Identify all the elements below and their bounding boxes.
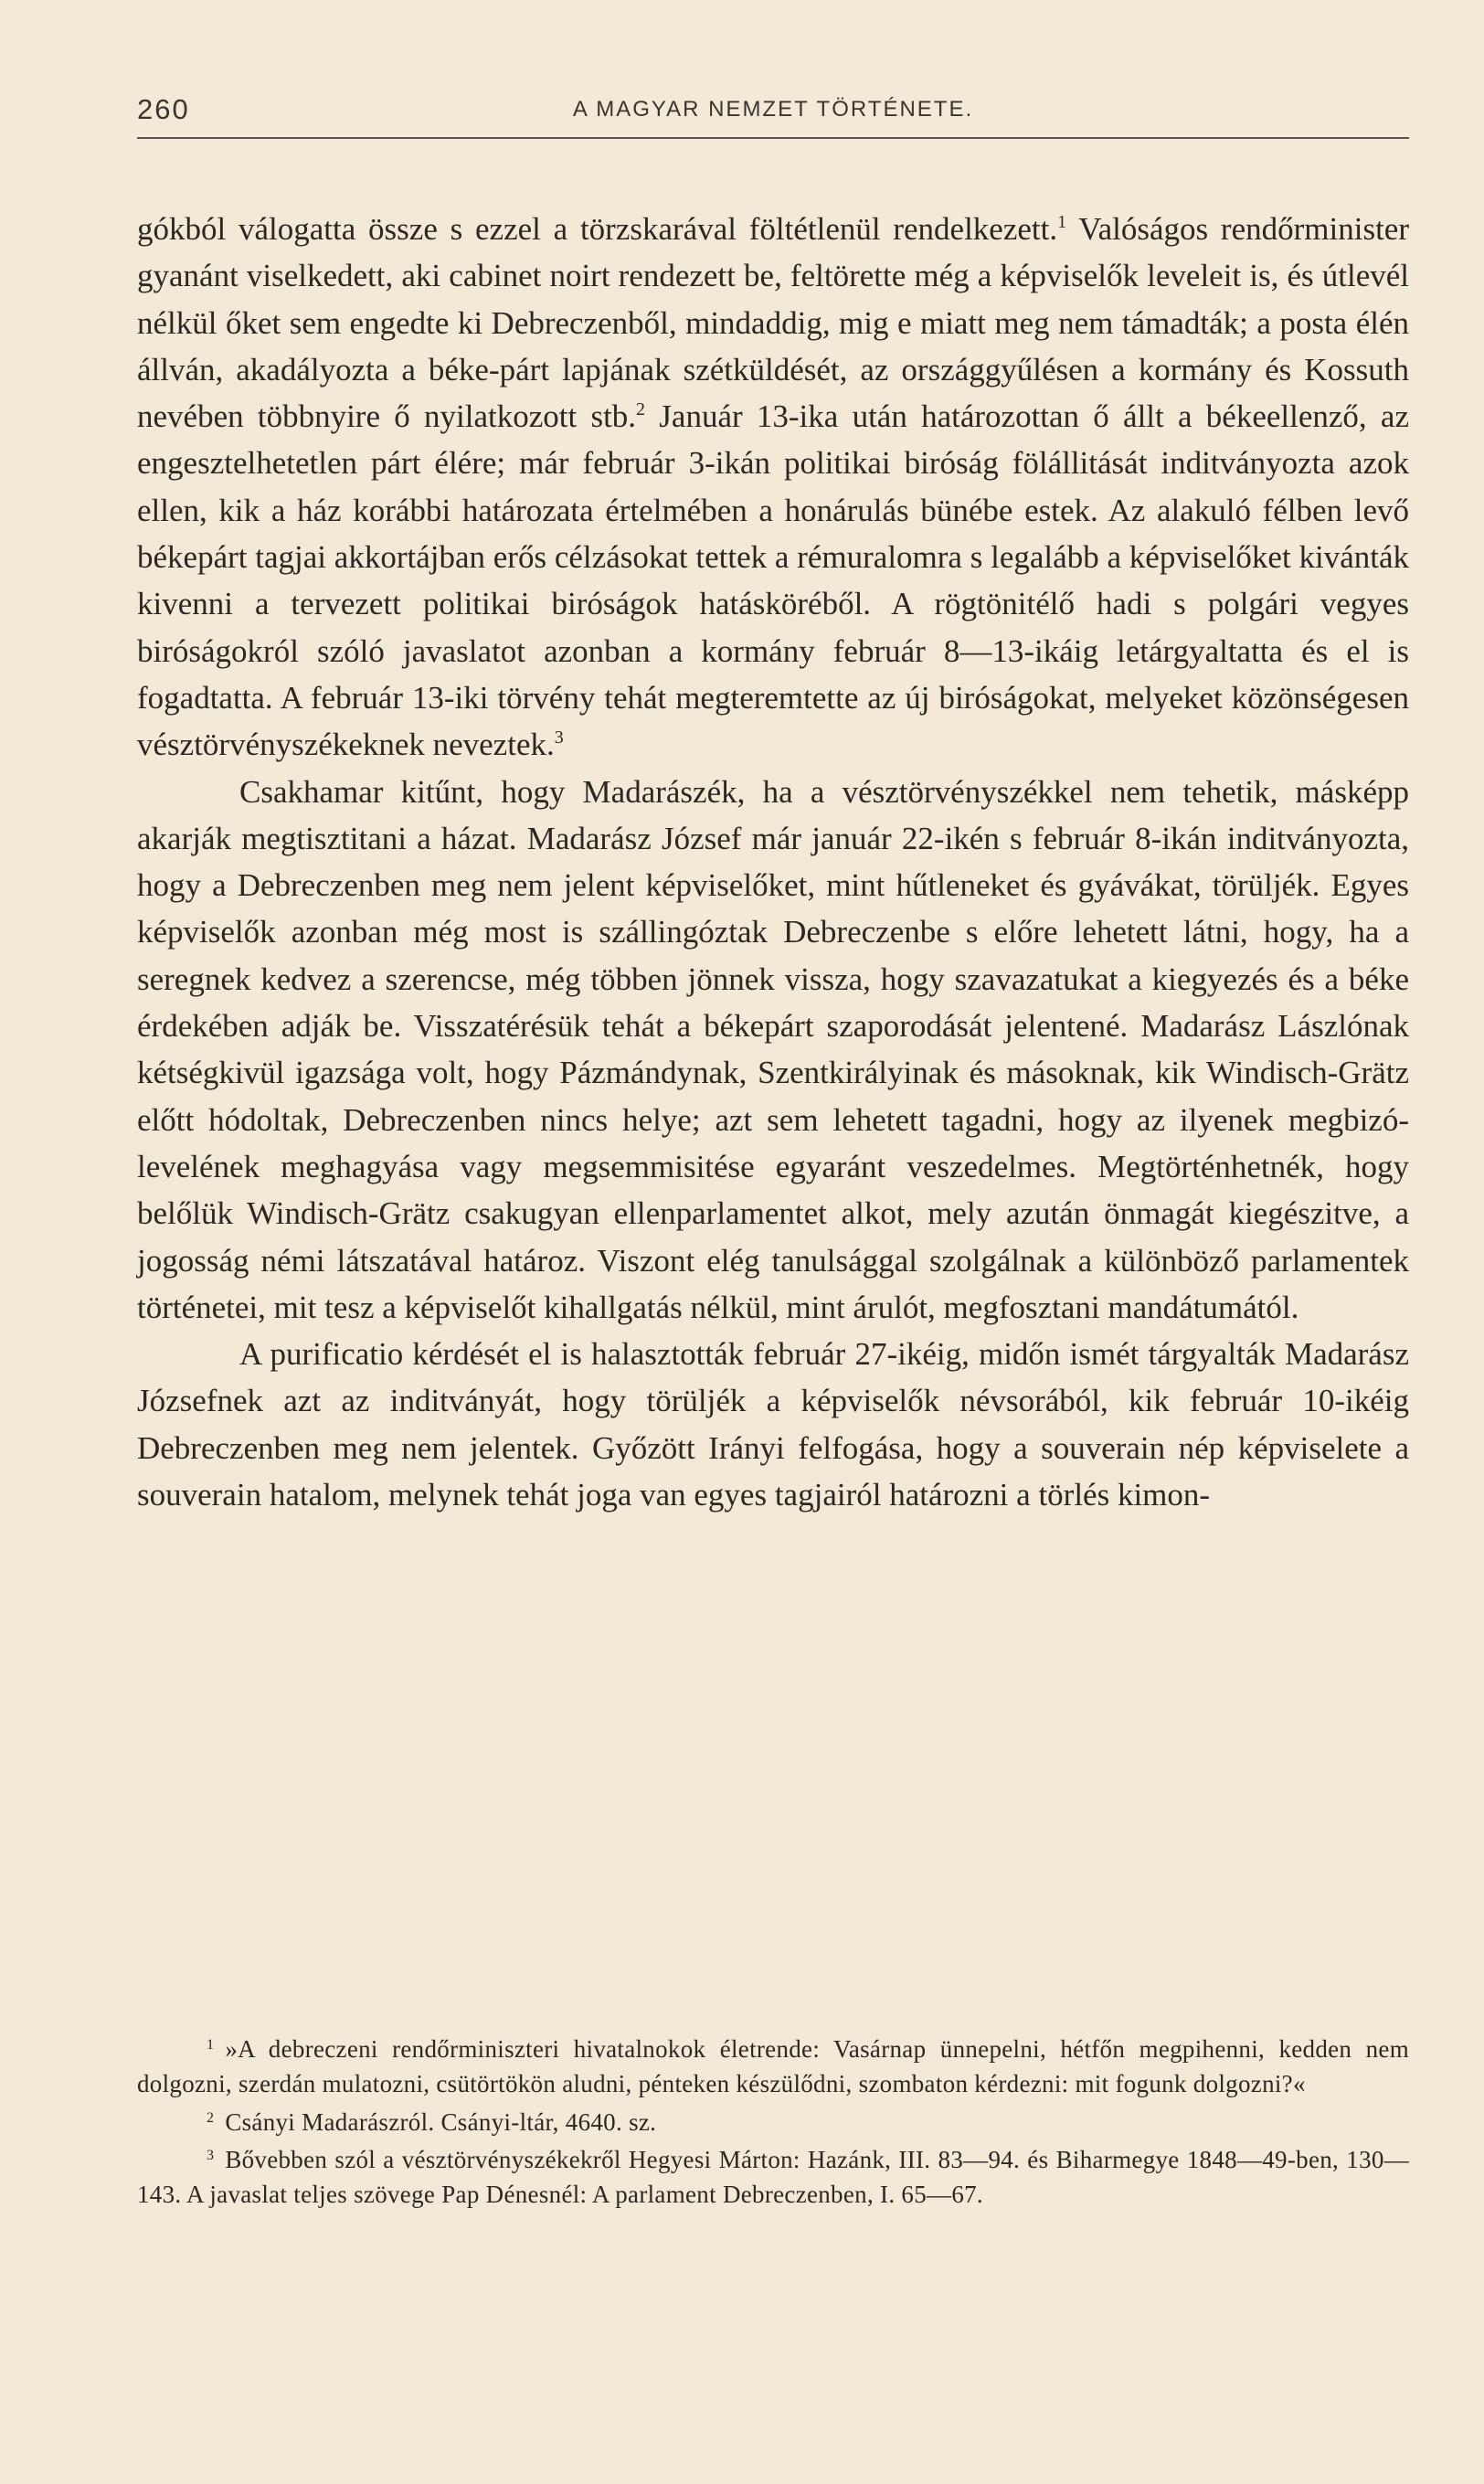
footnote-ref-2: 2 [636, 399, 646, 420]
footnote-mark: 2 [207, 2109, 215, 2126]
main-text [137, 206, 1409, 1518]
page-header [137, 93, 1409, 139]
paragraph-1-part-a: gókból válogatta össze s ezzel a törzskarával föltétlenül rendelkezett. [137, 211, 1058, 247]
footnote-ref-3: 3 [554, 727, 564, 748]
paragraph-1-part-c: Január 13-ika után határozottan ő állt a békeellenző, az engesztelhetetlen párt élére; már február 3-ikán politikai biróság fölállitását inditványozta azok ellen, kik a ház korábbi határozata értelmében a honárulás bünébe estek. Az alakuló félben levő békepárt tagjai akkortájban erős célzásokat tettek a rémuralomra s legalább a képviselőket kivánták kivenni a tervezett politikai biróságok hatásköréből. A rögtönitélő hadi s polgári vegyes biróságokról szóló javaslatot azonban a kormány február 8—13-ikáig letárgyaltatta és el is fogadtatta. A február 13-iki törvény tehát megteremtette az új biróságokat, melyeket közönségesen vésztörvényszékeknek neveztek. [137, 398, 1409, 763]
paragraph-3: A purificatio kérdését el is halasztották február 27-ikéig, midőn ismét tárgyalták Madarász Józsefnek azt az inditványát, hogy törüljék a képviselők névsorából, kik február 10-ikéig Debreczenben meg nem jelentek. Győzött Irányi felfogása, hogy a souverain nép képviselete a souverain hatalom, melynek tehát joga van egyes tagjairól határozni a törlés kimon- [137, 1336, 1409, 1513]
footnote-1 [137, 2032, 1409, 2102]
paragraph-1 [137, 206, 1409, 769]
paragraph-1-part-b: Valóságos rendőrminister gyanánt viselkedett, aki cabinet noirt rendezett be, feltörette még a képviselők leveleit is, és útlevél nélkül őket sem engedte ki Debreczenből, mindaddig, mig e miatt meg nem támadták; a posta élén állván, akadályozta a béke-párt lapjának szétküldését, az országgyűlésen a kormány és Kossuth nevében többnyire ő nyilatkozott stb. [137, 211, 1409, 435]
footnote-2 [137, 2105, 1409, 2139]
footnote-ref-1: 1 [1057, 212, 1067, 232]
footnote-text: Bővebben szól a vésztörvényszékekről Hegyesi Márton: Hazánk, III. 83—94. és Biharmegye 1848—49-ben, 130—143. A javaslat teljes szövege Pap Dénesnél: A parlament Debreczenben, I. 65—67. [137, 2145, 1409, 2209]
page-number: 260 [137, 93, 190, 125]
footnote-mark: 1 [207, 2037, 215, 2053]
footnote-mark: 3 [207, 2147, 215, 2163]
footnotes [137, 2032, 1409, 2214]
footnote-3 [137, 2142, 1409, 2213]
footnote-text: Csányi Madarászról. Csányi-ltár, 4640. sz. [225, 2107, 657, 2136]
header-rule [137, 137, 1409, 139]
footnote-text: »A debreczeni rendőrminiszteri hivatalnokok életrende: Vasárnap ünnepelni, hétfőn megpihenni, kedden nem dolgozni, szerdán mulatozni, csütörtökön aludni, pénteken készülődni, szombaton kérdezni: mit fogunk dolgozni?« [137, 2035, 1409, 2098]
paragraph-2: Csakhamar kitűnt, hogy Madarászék, ha a vésztörvényszékkel nem tehetik, másképp akarják megtisztitani a házat. Madarász József már január 22-ikén s február 8-ikán inditványozta, hogy a Debreczenben meg nem jelent képviselőket, mint hűtleneket és gyávákat, törüljék. Egyes képviselők azonban még most is szállingóztak Debreczenbe s előre lehetett látni, hogy, ha a seregnek kedvez a szerencse, még többen jönnek vissza, hogy szavazatukat a kiegyezés és a béke érdekében adják be. Visszatérésük tehát a békepárt szaporodását jelentené. Madarász Lászlónak kétségkivül igazsága volt, hogy Pázmándynak, Szentkirályinak és másoknak, kik Windisch-Grätz előtt hódoltak, Debreczenben nincs helye; azt sem lehetett tagadni, hogy az ilyenek megbizó-levelének meghagyása vagy megsemmisitése egyaránt veszedelmes. Megtörténhetnék, hogy belőlük Windisch-Grätz csakugyan ellenparlamentet alkot, mely azután önmagát kiegészitve, a jogosság némi látszatával határoz. Viszont elég tanulsággal szolgálnak a különböző parlamentek történetei, mit tesz a képviselőt kihallgatás nélkül, mint árulót, megfosztani mandátumától. [137, 773, 1409, 1325]
running-head: A MAGYAR NEMZET TÖRTÉNETE. [572, 97, 974, 122]
